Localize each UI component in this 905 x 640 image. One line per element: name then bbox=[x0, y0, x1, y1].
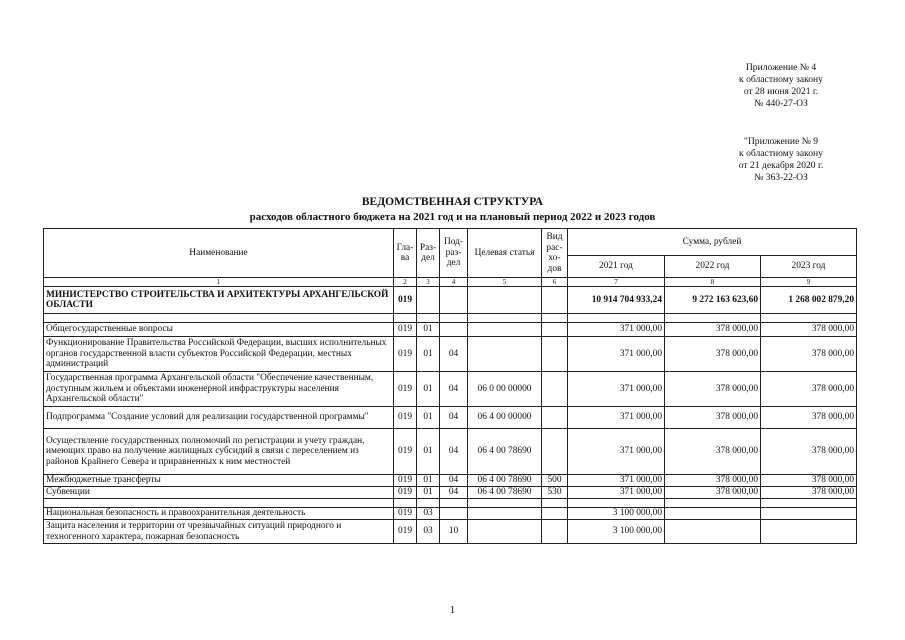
cell-y2022: 9 272 163 623,60 bbox=[665, 287, 761, 314]
cell-vid: 530 bbox=[542, 487, 568, 499]
cell-razdel: 01 bbox=[417, 323, 440, 337]
cell-podrazdel: 04 bbox=[440, 429, 468, 475]
empty-cell bbox=[394, 499, 417, 508]
empty-cell bbox=[665, 314, 761, 323]
header-target: Целевая статья bbox=[468, 229, 542, 278]
appendix-line: Приложение № 4 bbox=[745, 62, 817, 73]
cell-y2023: 378 000,00 bbox=[761, 407, 857, 429]
cell-y2023 bbox=[761, 520, 857, 544]
empty-cell bbox=[568, 499, 665, 508]
cell-glava: 019 bbox=[394, 323, 417, 337]
cell-podrazdel bbox=[440, 508, 468, 520]
table-row bbox=[44, 508, 857, 520]
cell-target: 06 4 00 00000 bbox=[468, 407, 542, 429]
cell-vid bbox=[542, 287, 568, 314]
cell-y2023: 378 000,00 bbox=[761, 429, 857, 475]
cell-name: Общегосударственные вопросы bbox=[44, 323, 394, 337]
cell-podrazdel: 10 bbox=[440, 520, 468, 544]
header-2023: 2023 год bbox=[761, 256, 857, 278]
cell-glava: 019 bbox=[394, 487, 417, 499]
cell-y2022: 378 000,00 bbox=[665, 475, 761, 487]
cell-vid bbox=[542, 508, 568, 520]
spacer-row bbox=[44, 499, 857, 508]
cell-y2022: 378 000,00 bbox=[665, 372, 761, 407]
cell-glava: 019 bbox=[394, 429, 417, 475]
table-row bbox=[44, 407, 857, 429]
appendix-line: "Приложение № 9 bbox=[743, 136, 819, 147]
empty-cell bbox=[568, 314, 665, 323]
cell-glava: 019 bbox=[394, 337, 417, 372]
table-row bbox=[44, 323, 857, 337]
appendix-previous-note bbox=[726, 136, 836, 184]
cell-glava: 019 bbox=[394, 508, 417, 520]
cell-y2022: 378 000,00 bbox=[665, 323, 761, 337]
empty-cell bbox=[44, 314, 394, 323]
empty-cell bbox=[44, 499, 394, 508]
cell-podrazdel: 04 bbox=[440, 487, 468, 499]
cell-razdel: 01 bbox=[417, 475, 440, 487]
column-number: 9 bbox=[761, 278, 857, 287]
cell-glava: 019 bbox=[394, 372, 417, 407]
header-glava: Гла- ва bbox=[394, 229, 417, 278]
cell-vid bbox=[542, 429, 568, 475]
cell-vid bbox=[542, 323, 568, 337]
cell-y2022 bbox=[665, 508, 761, 520]
empty-cell bbox=[761, 499, 857, 508]
cell-podrazdel: 04 bbox=[440, 475, 468, 487]
cell-podrazdel bbox=[440, 287, 468, 314]
cell-y2023: 378 000,00 bbox=[761, 475, 857, 487]
cell-vid: 500 bbox=[542, 475, 568, 487]
cell-y2021: 371 000,00 bbox=[568, 323, 665, 337]
header-name: Наименование bbox=[44, 229, 394, 278]
cell-target bbox=[468, 287, 542, 314]
table-row bbox=[44, 372, 857, 407]
header-razdel: Раз- дел bbox=[417, 229, 440, 278]
spacer-row bbox=[44, 314, 857, 323]
cell-y2023: 378 000,00 bbox=[761, 323, 857, 337]
cell-y2021: 371 000,00 bbox=[568, 487, 665, 499]
cell-name: Межбюджетные трансферты bbox=[44, 475, 394, 487]
header-2021: 2021 год bbox=[568, 256, 665, 278]
cell-razdel: 01 bbox=[417, 337, 440, 372]
cell-y2021: 371 000,00 bbox=[568, 337, 665, 372]
cell-y2021: 371 000,00 bbox=[568, 407, 665, 429]
column-number: 8 bbox=[665, 278, 761, 287]
cell-podrazdel: 04 bbox=[440, 337, 468, 372]
cell-vid bbox=[542, 520, 568, 544]
cell-razdel: 01 bbox=[417, 487, 440, 499]
cell-y2022: 378 000,00 bbox=[665, 407, 761, 429]
cell-name: МИНИСТЕРСТВО СТРОИТЕЛЬСТВА И АРХИТЕКТУРЫ АРХАНГЕЛЬСКОЙ ОБЛАСТИ bbox=[44, 287, 394, 314]
column-number: 1 bbox=[44, 278, 394, 287]
cell-target bbox=[468, 520, 542, 544]
empty-cell bbox=[394, 314, 417, 323]
column-number: 5 bbox=[468, 278, 542, 287]
appendix-current-note bbox=[726, 62, 836, 110]
cell-podrazdel: 04 bbox=[440, 372, 468, 407]
document-subtitle: расходов областного бюджета на 2021 год и на плановый период 2022 и 2023 годов bbox=[249, 211, 656, 223]
cell-name: Подпрограмма "Создание условий для реализации государственной программы" bbox=[44, 407, 394, 429]
cell-razdel: 03 bbox=[417, 508, 440, 520]
cell-glava: 019 bbox=[394, 475, 417, 487]
cell-name: Защита населения и территории от чрезвычайных ситуаций природного и техногенного характера, пожарная безопасность bbox=[44, 520, 394, 544]
document-title: ВЕДОМСТВЕННАЯ СТРУКТУРА bbox=[361, 196, 544, 208]
empty-cell bbox=[761, 314, 857, 323]
cell-y2023: 378 000,00 bbox=[761, 487, 857, 499]
cell-razdel bbox=[417, 287, 440, 314]
table-row bbox=[44, 520, 857, 544]
appendix-line: к областному закону bbox=[739, 74, 823, 85]
cell-target: 06 0 00 00000 bbox=[468, 372, 542, 407]
cell-name: Государственная программа Архангельской области "Обеспечение качественным, доступным жильем и объектами инженерной инфраструктуры населения Архангельской области" bbox=[44, 372, 394, 407]
cell-razdel: 01 bbox=[417, 372, 440, 407]
cell-y2021: 3 100 000,00 bbox=[568, 508, 665, 520]
header-vid: Вид рас- хо- дов bbox=[542, 229, 568, 278]
cell-y2021: 371 000,00 bbox=[568, 429, 665, 475]
appendix-line: от 28 июня 2021 г. bbox=[743, 86, 819, 97]
cell-glava: 019 bbox=[394, 407, 417, 429]
cell-y2023: 378 000,00 bbox=[761, 337, 857, 372]
cell-name: Осуществление государственных полномочий по регистрации и учету граждан, имеющих право на получение жилищных субсидий в связи с переселением из районов Крайнего Севера и приравненных к ним местностей bbox=[44, 429, 394, 475]
header-podrazdel: Под- раз- дел bbox=[440, 229, 468, 278]
cell-glava: 019 bbox=[394, 520, 417, 544]
cell-name: Функционирование Правительства Российской Федерации, высших исполнительных органов государственной власти субъектов Российской Федерации, местных администраций bbox=[44, 337, 394, 372]
appendix-line: № 440-27-ОЗ bbox=[754, 98, 808, 109]
table-row bbox=[44, 287, 857, 314]
empty-cell bbox=[440, 314, 468, 323]
cell-vid bbox=[542, 407, 568, 429]
cell-target: 06 4 00 78690 bbox=[468, 475, 542, 487]
empty-cell bbox=[665, 499, 761, 508]
cell-razdel: 01 bbox=[417, 407, 440, 429]
appendix-line: от 21 декабря 2020 г. bbox=[738, 160, 824, 171]
table-row bbox=[44, 475, 857, 487]
page-number: 1 bbox=[449, 604, 456, 616]
empty-cell bbox=[468, 499, 542, 508]
column-number: 6 bbox=[542, 278, 568, 287]
cell-target bbox=[468, 337, 542, 372]
cell-y2021: 3 100 000,00 bbox=[568, 520, 665, 544]
empty-cell bbox=[417, 499, 440, 508]
empty-cell bbox=[417, 314, 440, 323]
cell-name: Субвенции bbox=[44, 487, 394, 499]
cell-target: 06 4 00 78690 bbox=[468, 487, 542, 499]
cell-name: Национальная безопасность и правоохранительная деятельность bbox=[44, 508, 394, 520]
cell-target: 06 4 00 78690 bbox=[468, 429, 542, 475]
cell-target bbox=[468, 323, 542, 337]
cell-target bbox=[468, 508, 542, 520]
column-number: 4 bbox=[440, 278, 468, 287]
cell-y2022: 378 000,00 bbox=[665, 337, 761, 372]
table-row bbox=[44, 429, 857, 475]
header-2022: 2022 год bbox=[665, 256, 761, 278]
cell-y2023 bbox=[761, 508, 857, 520]
empty-cell bbox=[542, 314, 568, 323]
cell-glava: 019 bbox=[394, 287, 417, 314]
cell-y2021: 371 000,00 bbox=[568, 372, 665, 407]
cell-vid bbox=[542, 372, 568, 407]
cell-y2022: 378 000,00 bbox=[665, 429, 761, 475]
empty-cell bbox=[542, 499, 568, 508]
empty-cell bbox=[440, 499, 468, 508]
cell-razdel: 01 bbox=[417, 429, 440, 475]
header-sum: Сумма, рублей bbox=[568, 229, 857, 256]
cell-podrazdel bbox=[440, 323, 468, 337]
cell-podrazdel: 04 bbox=[440, 407, 468, 429]
empty-cell bbox=[468, 314, 542, 323]
column-number: 7 bbox=[568, 278, 665, 287]
budget-table bbox=[43, 228, 857, 544]
column-number-row bbox=[44, 278, 857, 287]
appendix-line: к областному закону bbox=[739, 148, 823, 159]
cell-y2023: 1 268 002 879,20 bbox=[761, 287, 857, 314]
cell-y2021: 371 000,00 bbox=[568, 475, 665, 487]
cell-y2023: 378 000,00 bbox=[761, 372, 857, 407]
cell-y2022: 378 000,00 bbox=[665, 487, 761, 499]
table-row bbox=[44, 337, 857, 372]
cell-vid bbox=[542, 337, 568, 372]
cell-y2021: 10 914 704 933,24 bbox=[568, 287, 665, 314]
appendix-line: № 363-22-ОЗ bbox=[754, 172, 808, 183]
column-number: 2 bbox=[394, 278, 417, 287]
column-number: 3 bbox=[417, 278, 440, 287]
cell-razdel: 03 bbox=[417, 520, 440, 544]
cell-y2022 bbox=[665, 520, 761, 544]
table-row bbox=[44, 487, 857, 499]
